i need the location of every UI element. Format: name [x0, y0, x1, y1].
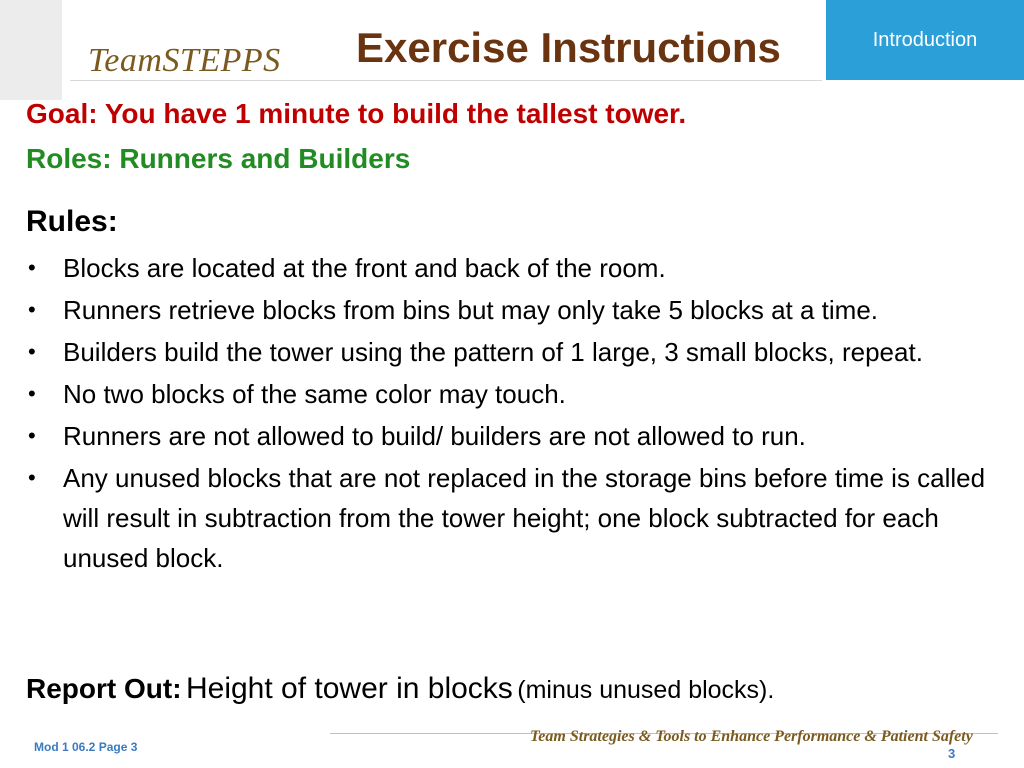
- bullet-icon: •: [28, 339, 36, 364]
- bullet-icon: •: [28, 255, 36, 280]
- rule-text: No two blocks of the same color may touch.: [63, 379, 566, 409]
- roles-line: Roles: Runners and Builders: [26, 143, 411, 174]
- rule-text: Runners are not allowed to build/ builders are not allowed to run.: [63, 421, 806, 451]
- rules-list: [26, 248, 996, 580]
- bullet-icon: •: [28, 297, 36, 322]
- rule-item: [26, 248, 996, 288]
- module-page-label: Mod 1 06.2 Page 3: [34, 740, 138, 754]
- rule-text: Any unused blocks that are not replaced in the storage bins before time is called will result in subtraction from the tower height; one block subtracted for each unused block.: [63, 463, 986, 573]
- rule-text: Runners retrieve blocks from bins but may only take 5 blocks at a time.: [63, 295, 879, 325]
- report-text: Height of tower in blocks: [185, 672, 513, 705]
- teamstepps-logo: TeamSTEPPS: [88, 42, 281, 79]
- report-out: [26, 672, 774, 706]
- rule-item: [26, 374, 996, 414]
- bullet-icon: •: [28, 465, 36, 490]
- report-note: (minus unused blocks).: [517, 676, 775, 704]
- footer-tagline: Team Strategies & Tools to Enhance Performance & Patient Safety: [530, 728, 973, 745]
- rule-item: [26, 290, 996, 330]
- rule-item: [26, 416, 996, 456]
- bullet-icon: •: [28, 381, 36, 406]
- report-label: Report Out:: [26, 673, 182, 704]
- rule-text: Builders build the tower using the pattern of 1 large, 3 small blocks, repeat.: [63, 337, 923, 367]
- rule-item: [26, 332, 996, 372]
- rules-heading: Rules:: [26, 205, 118, 238]
- bullet-icon: •: [28, 423, 36, 448]
- page-title: Exercise Instructions: [356, 24, 781, 71]
- left-decor-stripe: [0, 0, 62, 100]
- rule-text: Blocks are located at the front and back of the room.: [63, 253, 666, 283]
- goal-line: Goal: You have 1 minute to build the tallest tower.: [26, 98, 687, 129]
- section-tab-label: Introduction: [872, 29, 978, 51]
- section-tab-introduction: [826, 0, 1024, 80]
- header-divider: [70, 80, 822, 81]
- page-number: 3: [948, 746, 956, 761]
- rule-item: [26, 458, 996, 578]
